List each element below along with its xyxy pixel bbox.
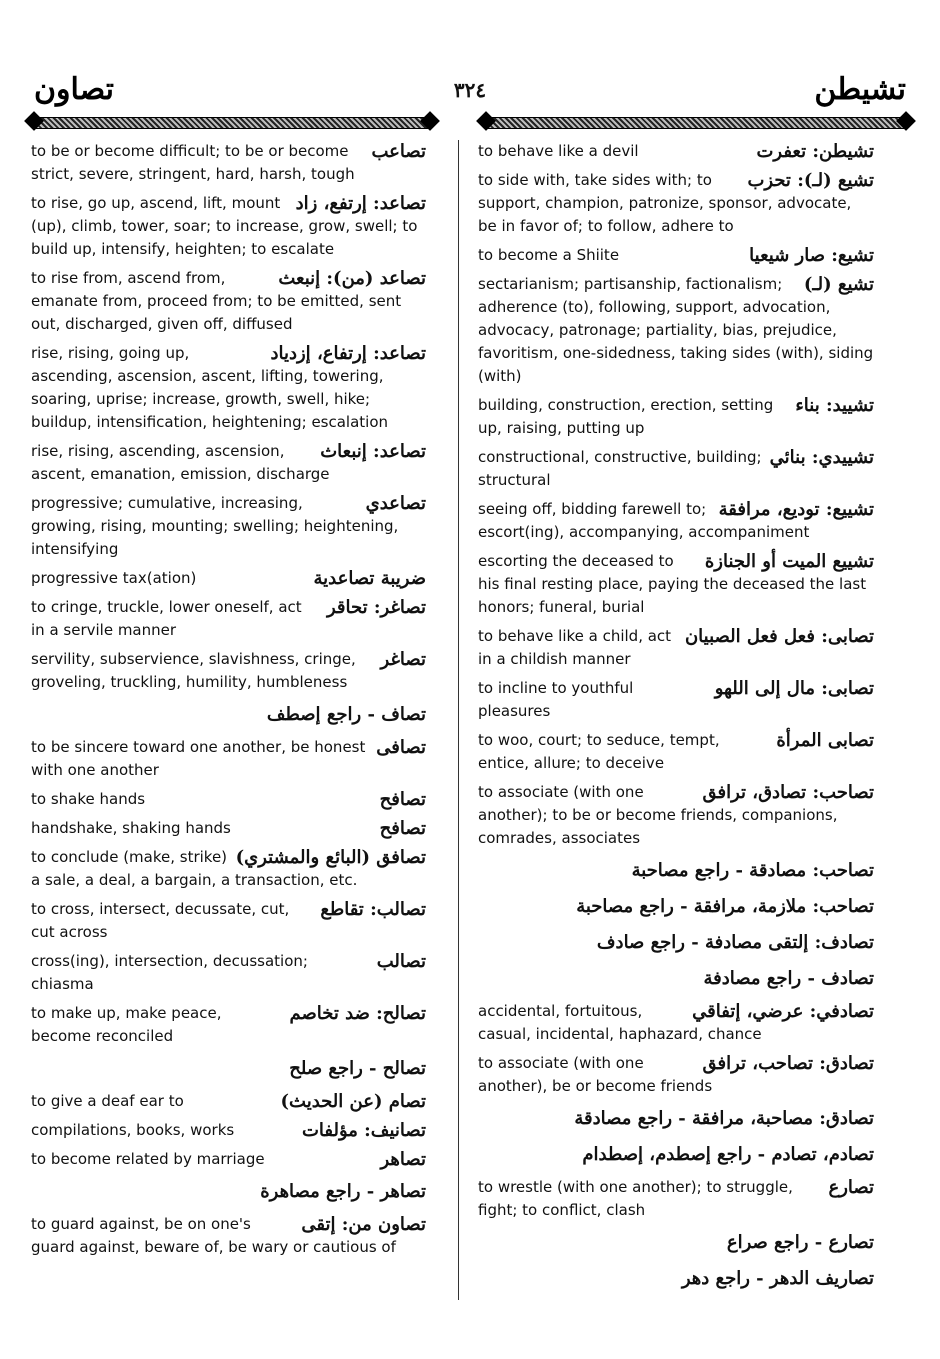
headword: تصالب: تقاطع (320, 899, 426, 920)
dictionary-entry (31, 596, 426, 642)
header-word-left: تصاون (34, 72, 115, 107)
definition: accidental, fortuitous, casual, incidental, haphazard, chance (478, 1002, 762, 1043)
definition: progressive tax(ation) (31, 569, 197, 587)
headword: تصاغر: تحاقر (326, 597, 426, 618)
headword: تشييع: توديع، مرافقة (718, 499, 874, 520)
headword: تصاعد: إنبعاث (320, 441, 426, 462)
page-number: ٣٢٤ (453, 78, 487, 102)
cross-reference: تصادف: إلتقى مصادفة - راجع صادف (596, 932, 874, 953)
dictionary-entry (31, 267, 426, 336)
headword: تشيع (لـ): تحزب (747, 170, 874, 191)
definition: to associate (with one another), be or become friends (478, 1054, 713, 1095)
definition: to associate (with one another); to be or become friends, companions, comrades, associates (478, 783, 838, 847)
headword: تصاون من: إتقى (301, 1214, 426, 1235)
dictionary-entry (478, 140, 874, 163)
definition: building, construction, erection, setting up, raising, putting up (478, 396, 774, 437)
header-rule-left (34, 117, 430, 129)
dictionary-entry (31, 817, 426, 840)
headword: تصادفي: عرضي، إتفاقي (692, 1001, 874, 1022)
definition: compilations, books, works (31, 1121, 235, 1139)
definition: to cross, intersect, decussate, cut, cut across (31, 900, 290, 941)
cross-reference: تصالح - راجع صلح (289, 1058, 426, 1079)
definition: seeing off, bidding farewell to; escort(ing), accompanying, accompaniment (478, 500, 810, 541)
dictionary-entry (478, 550, 874, 619)
definition: to be sincere toward one another, be honest with one another (31, 738, 366, 779)
cross-reference: تصارع - راجع صراع (726, 1232, 874, 1253)
cross-reference: تصاف - راجع إصطف (266, 704, 426, 725)
cross-reference: تصاحب: ملازمة، مرافقة - راجع مصاحبة (576, 896, 874, 917)
headword: تشيع (لـ) (803, 274, 874, 295)
dictionary-entry (31, 1119, 426, 1142)
definition: to wrestle (with one another); to struggle, fight; to conflict, clash (478, 1178, 793, 1219)
dictionary-entry (478, 498, 874, 544)
definition: escorting the deceased to his final resting place, paying the deceased the last honors; funeral, burial (478, 552, 867, 616)
headword: تصانيف: مؤلفات (301, 1120, 426, 1141)
dictionary-entry (478, 729, 874, 775)
headword: تصابى: مال إلى اللهو (714, 678, 874, 699)
dictionary-entry (31, 192, 426, 261)
headword: تصالح: ضد تخاصم (289, 1003, 426, 1024)
headword: تشييدي: بنائي (769, 447, 874, 468)
dictionary-entry (31, 648, 426, 694)
definition: to shake hands (31, 790, 146, 808)
definition: to give a deaf ear to (31, 1092, 184, 1110)
headword: تصاعدي (365, 493, 426, 514)
definition: handshake, shaking hands (31, 819, 231, 837)
left-column (31, 140, 426, 1265)
column-divider (458, 140, 459, 1300)
cross-reference: تصاريف الدهر - راجع دهر (681, 1268, 874, 1289)
definition: to conclude (make, strike) a sale, a deal, a bargain, a transaction, etc. (31, 848, 358, 889)
headword: تصابى المرأة (776, 730, 874, 751)
dictionary-entry (478, 169, 874, 238)
definition: to become a Shiite (478, 246, 620, 264)
right-column (478, 140, 874, 1300)
definition: to woo, court; to seduce, tempt, entice, allure; to deceive (478, 731, 720, 772)
headword: تصاهر (380, 1149, 426, 1170)
dictionary-entry (31, 140, 426, 186)
definition: sectarianism; partisanship, factionalism; adherence (to), following, support, advocation, advocacy, patronage; partiality, bias, prejudice, favoritism, one-sidedness, taking sides (with), siding (with) (478, 275, 874, 385)
definition: to rise from, ascend from, emanate from, proceed from; to be emitted, sent out, discharged, given off, diffused (31, 269, 402, 333)
headword: تصادق: تصاحب، ترافق (702, 1053, 874, 1074)
headword: تصافق (البائع والمشتري) (235, 847, 426, 868)
dictionary-entry (478, 625, 874, 671)
dictionary-entry (478, 1000, 874, 1046)
definition: to incline to youthful pleasures (478, 679, 634, 720)
definition: to behave like a devil (478, 142, 639, 160)
dictionary-entry (478, 273, 874, 388)
definition: to rise, go up, ascend, lift, mount (up), climb, tower, soar; to increase, grow, swell; to build up, intensify, heighten; to escalate (31, 194, 418, 258)
headword: تشييع الميت أو الجنازة (704, 551, 874, 572)
definition: to make up, make peace, become reconciled (31, 1004, 222, 1045)
headword: تصاحب: تصادق، ترافق (702, 782, 874, 803)
dictionary-entry (478, 1052, 874, 1098)
headword: تصاغر (380, 649, 426, 670)
dictionary-entry (31, 342, 426, 434)
dictionary-entry (31, 1090, 426, 1113)
dictionary-entry (31, 788, 426, 811)
definition: to cringe, truckle, lower oneself, act in a servile manner (31, 598, 302, 639)
dictionary-entry (31, 492, 426, 561)
dictionary-entry (31, 1148, 426, 1171)
cross-reference: تصاهر - راجع مصاهرة (260, 1181, 426, 1202)
cross-reference: تصاحب: مصادقة - راجع مصاحبة (631, 860, 874, 881)
headword: تصام (عن الحديث) (280, 1091, 426, 1112)
cross-reference: تصادق: مصاحبة، مرافقة - راجع مصادقة (574, 1108, 874, 1129)
headword: تصاعد: إرتفع، زاد (295, 193, 426, 214)
dictionary-entry (478, 446, 874, 492)
headword: تشييد: بناء (795, 395, 874, 416)
dictionary-entry (31, 1213, 426, 1259)
dictionary-entry (31, 440, 426, 486)
definition: constructional, constructive, building; structural (478, 448, 762, 489)
headword: ضريبة تصاعدية (313, 568, 426, 589)
header-rule-right (486, 117, 906, 129)
dictionary-entry (478, 677, 874, 723)
headword: تصارع (828, 1177, 874, 1198)
dictionary-entry (31, 567, 426, 590)
header-word-right: تشيطن (814, 72, 906, 107)
definition: to side with, take sides with; to support, champion, patronize, sponsor, advocate, be in favor of; to follow, adhere to (478, 171, 852, 235)
headword: تصاعد: إرتفاع، إزدياد (270, 343, 426, 364)
headword: تصاعب (371, 141, 426, 162)
cross-reference: تصادم، تصادم - راجع إصطدم، إصطدام (582, 1144, 874, 1165)
definition: to guard against, be on one's guard against, beware of, be wary or cautious of (31, 1215, 396, 1256)
dictionary-entry (478, 244, 874, 267)
headword: تصافح (379, 789, 426, 810)
definition: to behave like a child, act in a childish manner (478, 627, 672, 668)
headword: تصافى (376, 737, 426, 758)
dictionary-entry (478, 781, 874, 850)
dictionary-entry (478, 394, 874, 440)
definition: rise, rising, going up, ascending, ascension, ascent, lifting, towering, soaring, uprise; increase, growth, swell, hike; buildup, intensification, heightening; escalation (31, 344, 389, 431)
definition: rise, rising, ascending, ascension, ascent, emanation, emission, discharge (31, 442, 330, 483)
dictionary-entry (31, 950, 426, 996)
definition: servility, subservience, slavishness, cringe, groveling, truckling, humility, humbleness (31, 650, 356, 691)
cross-reference: تصادف - راجع مصادفة (703, 968, 874, 989)
dictionary-entry (31, 736, 426, 782)
headword: تصابى: فعل فعل الصبيان (684, 626, 874, 647)
dictionary-entry (478, 1176, 874, 1222)
dictionary-entry (31, 846, 426, 892)
headword: تشيطن: تعفرت (756, 141, 874, 162)
headword: تصاعد (من): إنبعث (278, 268, 426, 289)
headword: تشيع: صار شيعيا (749, 245, 874, 266)
dictionary-entry (31, 1002, 426, 1048)
definition: progressive; cumulative, increasing, growing, rising, mounting; swelling; heightening, intensifying (31, 494, 399, 558)
definition: cross(ing), intersection, decussation; chiasma (31, 952, 308, 993)
definition: to be or become difficult; to be or become strict, severe, stringent, hard, harsh, tough (31, 142, 355, 183)
definition: to become related by marriage (31, 1150, 265, 1168)
headword: تصافح (379, 818, 426, 839)
dictionary-entry (31, 898, 426, 944)
headword: تصالب (376, 951, 426, 972)
